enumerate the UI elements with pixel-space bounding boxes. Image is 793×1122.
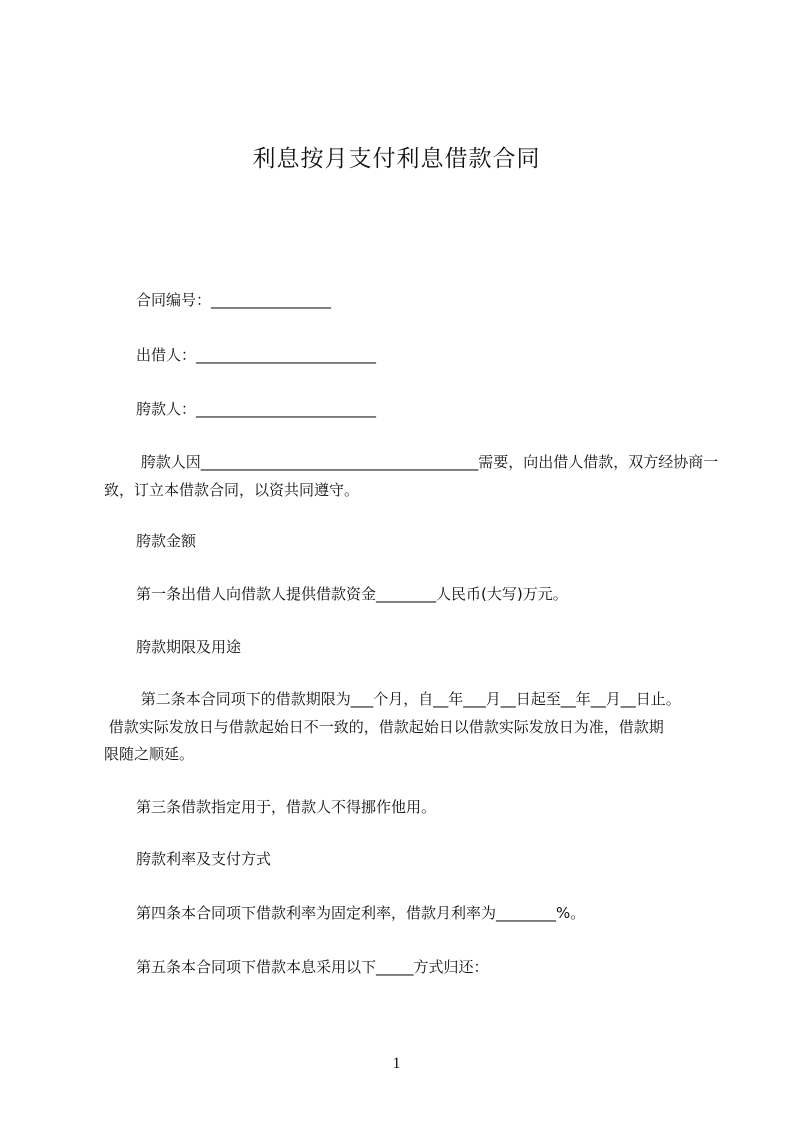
- article-1: 第一条出借人向借款人提供借款资金________人民币(大写)万元。: [136, 585, 568, 603]
- article-4: 第四条本合同项下借款利率为固定利率，借款月利率为________%。: [136, 904, 586, 922]
- document-title: 利息按月支付利息借款合同: [252, 146, 541, 172]
- borrower-line: 胯款人：________________________: [136, 400, 377, 418]
- section-heading-amount: 胯款金额: [136, 532, 197, 550]
- article-3: 第三条借款指定用于，借款人不得挪作他用。: [136, 798, 437, 816]
- article-5: 第五条本合同项下借款本息采用以下_____方式归还：: [136, 958, 489, 976]
- lender-line: 出借人：________________________: [136, 346, 377, 364]
- intro-paragraph-line-2: 致，订立本借款合同，以资共同遵守。: [104, 481, 360, 499]
- article-2-line-3: 限随之顺延。: [104, 745, 195, 763]
- section-heading-term: 胯款期限及用途: [136, 638, 242, 656]
- article-2-line-1: 第二条本合同项下的借款期限为___个月，自__年___月__日起至__年__月__日止。: [136, 690, 681, 708]
- intro-paragraph-line-1: 胯款人因_____________________________________需要，向出借人借款，双方经协商一: [136, 453, 719, 471]
- contract-number-line: 合同编号：________________: [136, 291, 332, 309]
- article-2-line-2: 借款实际发放日与借款起始日不一致的，借款起始日以借款实际发放日为准，借款期: [104, 718, 664, 736]
- section-heading-rate: 胯款利率及支付方式: [136, 850, 272, 868]
- page-number: 1: [392, 1055, 401, 1072]
